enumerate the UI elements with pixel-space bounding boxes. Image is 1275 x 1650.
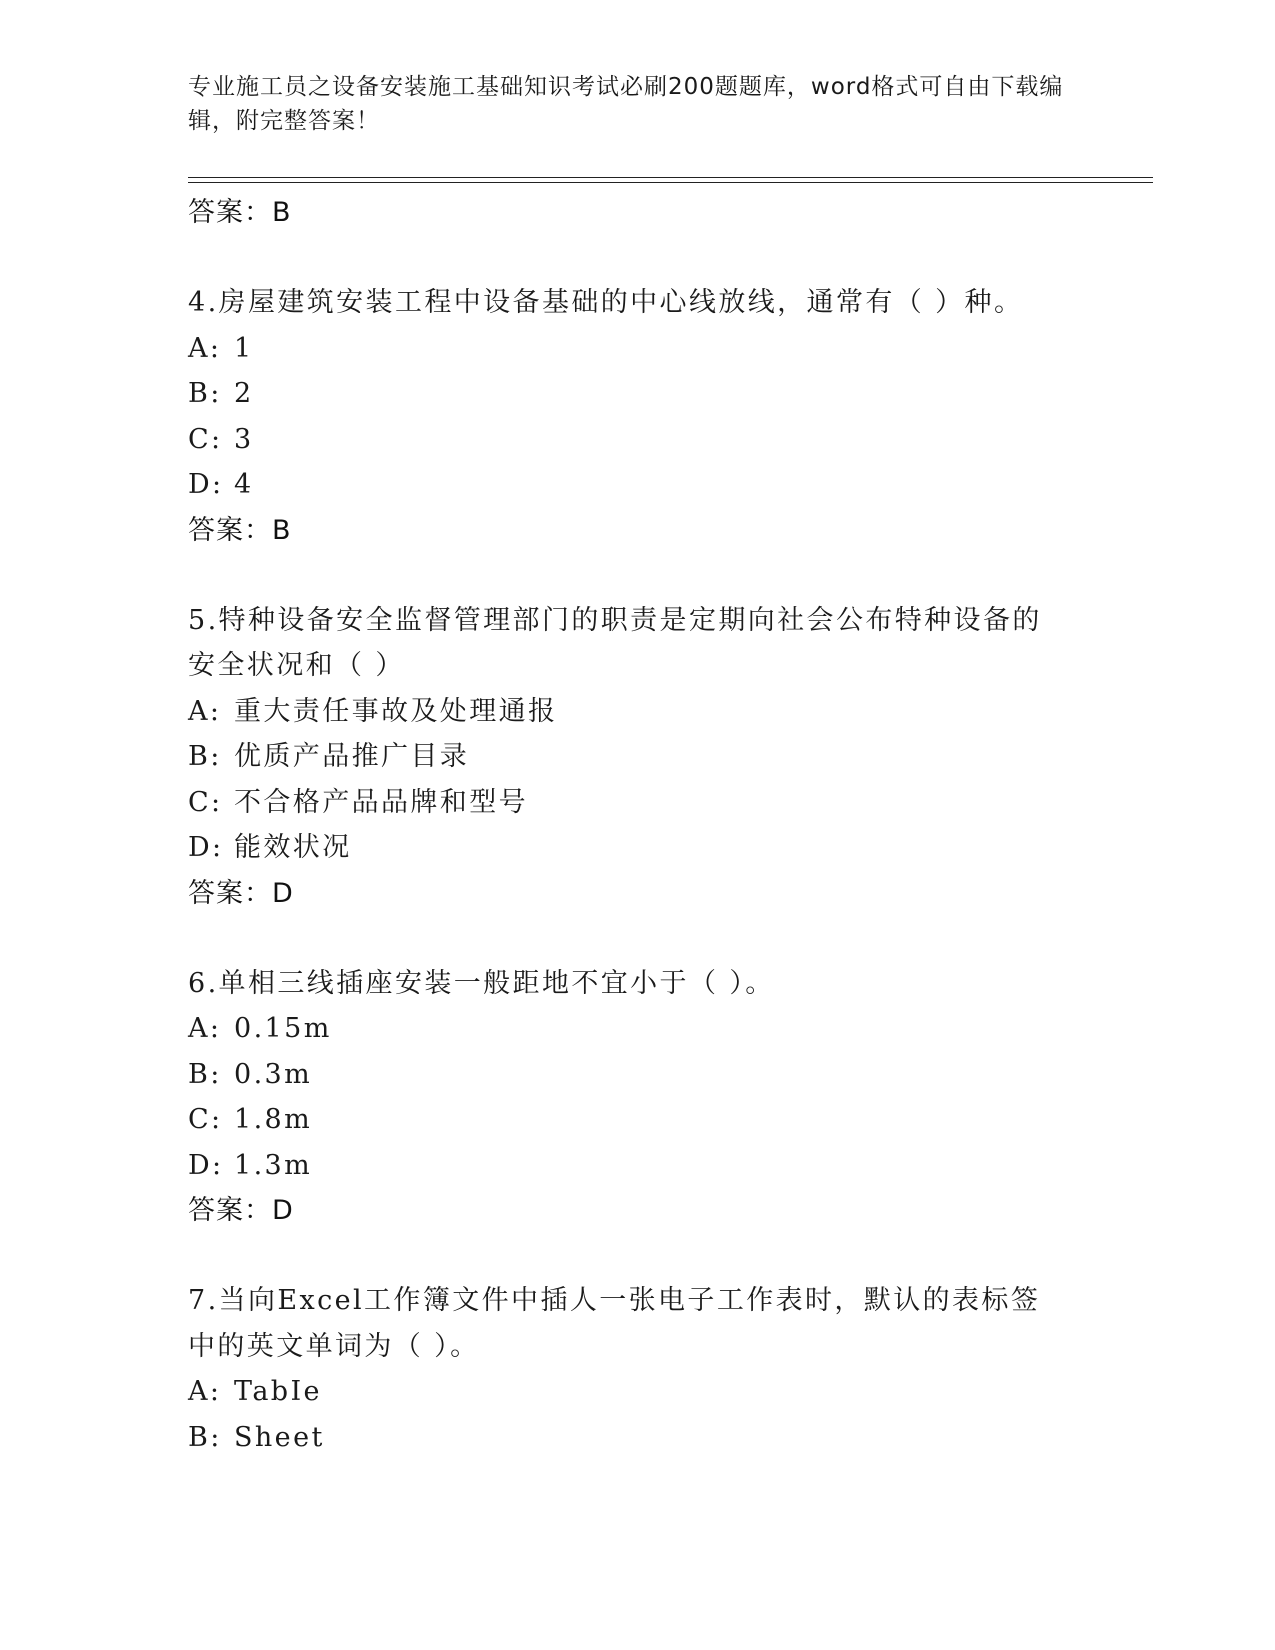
option-value: 1.3m: [234, 1149, 313, 1181]
question-6: [188, 961, 1088, 1235]
option-value: 3: [234, 423, 254, 455]
option-c: [188, 780, 1088, 826]
option-value: 重大责任事故及处理通报: [234, 695, 558, 727]
option-key: D:: [188, 832, 224, 863]
answer-line: 答案：B: [188, 514, 292, 546]
header-divider-second: [188, 182, 1153, 183]
question-text: 6.单相三线插座安装一般距地不宜小于（ ）。: [188, 967, 775, 999]
answer-line: 答案：B: [188, 197, 292, 228]
option-value: 0.3m: [234, 1058, 313, 1090]
header-divider: [188, 177, 1153, 178]
question-5: [188, 598, 1088, 917]
option-key: D:: [188, 1149, 224, 1181]
option-key: A:: [188, 1013, 222, 1044]
option-a: [188, 689, 1088, 735]
option-a: [188, 326, 1088, 372]
option-key: B:: [188, 741, 222, 772]
option-key: A:: [188, 332, 222, 364]
option-d: [188, 825, 1088, 871]
option-b: [188, 371, 1088, 417]
option-key: C:: [188, 1104, 223, 1135]
option-key: C:: [188, 786, 223, 818]
option-value: 2: [234, 378, 254, 409]
option-key: B:: [188, 378, 222, 409]
question-7: [188, 1278, 1088, 1460]
option-value: Sheet: [234, 1421, 325, 1453]
answer-line: 答案：D: [188, 877, 294, 909]
option-value: 不合格产品品牌和型号: [234, 786, 528, 818]
question-4: [188, 280, 1088, 554]
option-key: D:: [188, 469, 224, 500]
option-value: 1: [234, 332, 254, 364]
question-text: 4.房屋建筑安装工程中设备基础的中心线放线，通常有（ ）种。: [188, 287, 1024, 318]
option-d: [188, 462, 1088, 508]
option-value: 能效状况: [234, 832, 352, 863]
option-value: 优质产品推广目录: [234, 741, 470, 772]
option-key: A:: [188, 695, 222, 727]
answer-line: 答案：D: [188, 1195, 294, 1226]
option-c: [188, 417, 1088, 463]
option-key: B:: [188, 1058, 222, 1090]
option-b: [188, 1415, 1088, 1461]
option-a: [188, 1369, 1088, 1415]
option-value: TabIe: [234, 1376, 322, 1407]
question-text: 5.特种设备安全监督管理部门的职责是定期向社会公布特种设备的安全状况和（ ）: [188, 604, 1042, 681]
option-value: 4: [234, 469, 254, 500]
option-d: [188, 1143, 1088, 1189]
option-key: B:: [188, 1421, 222, 1453]
option-b: [188, 1052, 1088, 1098]
option-key: C:: [188, 423, 223, 455]
option-key: A:: [188, 1376, 222, 1407]
option-value: 1.8m: [234, 1104, 313, 1135]
option-b: [188, 734, 1088, 780]
document-header: 专业施工员之设备安装施工基础知识考试必刷200题题库，word格式可自由下载编辑，附完整答案！: [188, 74, 1064, 134]
document-body: [188, 190, 1088, 1460]
option-c: [188, 1097, 1088, 1143]
question-text: 7.当向Excel工作簿文件中插人一张电子工作表时，默认的表标签中的英文单词为（ ）。: [188, 1285, 1041, 1362]
option-a: [188, 1006, 1088, 1052]
option-value: 0.15m: [234, 1013, 332, 1044]
